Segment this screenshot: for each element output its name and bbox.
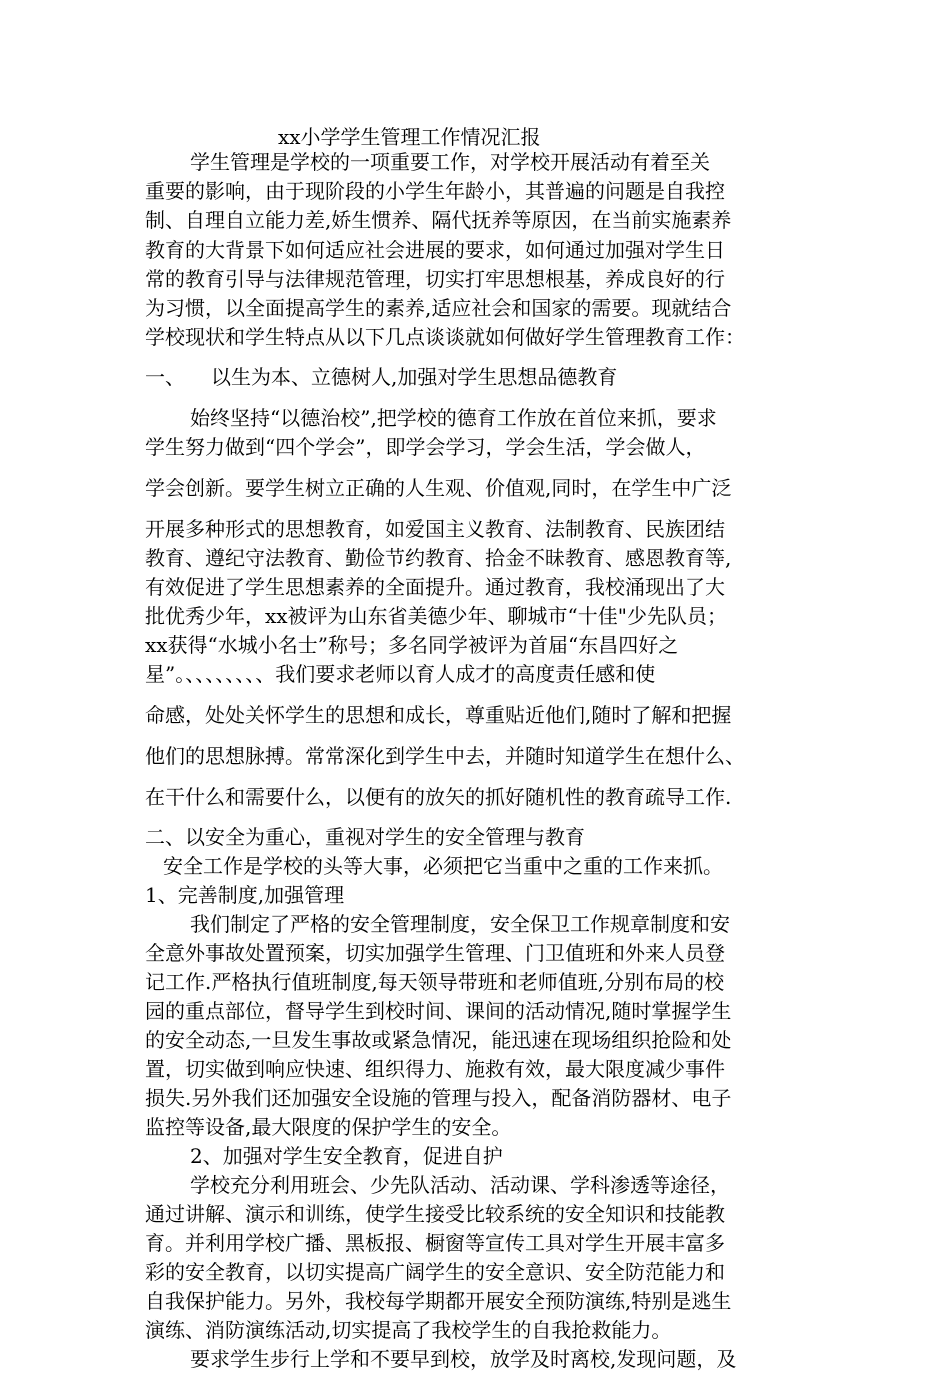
paragraph-line: 制、自理自立能力差,娇生惯养、隔代抚养等原因，在当前实施素养 [145, 208, 732, 232]
paragraph-line: 自我保护能力。另外，我校每学期都开展安全预防演练,特别是逃生 [145, 1289, 732, 1313]
subsection-heading-2: 2、加强对学生安全教育，促进自护 [190, 1144, 503, 1168]
paragraph-line: 置，切实做到响应快速、组织得力、施救有效，最大限度减少事件 [145, 1057, 725, 1081]
paragraph-line: 教育的大背景下如何适应社会进展的要求，如何通过加强对学生日 [145, 238, 725, 262]
paragraph-line: 学生管理是学校的一项重要工作，对学校开展活动有着至关 [190, 150, 710, 174]
paragraph-line: 在干什么和需要什么，以便有的放矢的抓好随机性的教育疏导工作. [145, 785, 732, 809]
paragraph-line: 教育、遵纪守法教育、勤俭节约教育、拾金不昧教育、感恩教育等, [145, 546, 732, 570]
section-heading-1 [145, 363, 617, 391]
paragraph-line: 彩的安全教育，以切实提高广阔学生的安全意识、安全防范能力和 [145, 1260, 725, 1284]
paragraph-line: 安全工作是学校的头等大事，必须把它当重中之重的工作来抓。 [163, 854, 723, 878]
section-number: 一、 [145, 365, 185, 389]
paragraph-line: 学会创新。要学生树立正确的人生观、价值观,同时，在学生中广泛 [145, 476, 732, 500]
section-heading-2: 二、以安全为重心，重视对学生的安全管理与教育 [145, 825, 585, 849]
paragraph-line: 损失.另外我们还加强安全设施的管理与投入，配备消防器材、电子 [145, 1086, 732, 1110]
paragraph-line: 要求学生步行上学和不要早到校，放学及时离校,发现问题，及 [190, 1347, 737, 1371]
paragraph-line: 记工作.严格执行值班制度,每天领导带班和老师值班,分别布局的校 [145, 970, 725, 994]
paragraph-line: 学校现状和学生特点从以下几点谈谈就如何做好学生管理教育工作： [145, 325, 745, 349]
paragraph-line: 育。并利用学校广播、黑板报、橱窗等宣传工具对学生开展丰富多 [145, 1231, 725, 1255]
paragraph-line: 他们的思想脉搏。常常深化到学生中去，并随时知道学生在想什么、 [145, 744, 745, 768]
paragraph-line: 学校充分利用班会、少先队活动、活动课、学科渗透等途径， [190, 1173, 730, 1197]
paragraph-line: 我们制定了严格的安全管理制度，安全保卫工作规章制度和安 [190, 912, 730, 936]
paragraph-line: 通过讲解、演示和训练，使学生接受比较系统的安全知识和技能教 [145, 1202, 725, 1226]
paragraph-line: 监控等设备,最大限度的保护学生的安全。 [145, 1115, 512, 1139]
paragraph-line: 常的教育引导与法律规范管理，切实打牢思想根基，养成良好的行 [145, 267, 725, 291]
subsection-heading-1: 1、完善制度,加强管理 [145, 883, 345, 907]
paragraph-line: 为习惯，以全面提高学生的素养,适应社会和国家的需要。现就结合 [145, 296, 732, 320]
document-title: xx小学学生管理工作情况汇报 [278, 125, 541, 149]
paragraph-line: 命感，处处关怀学生的思想和成长，尊重贴近他们,随时了解和把握 [145, 703, 732, 727]
paragraph-line: 演练、消防演练活动,切实提高了我校学生的自我抢救能力。 [145, 1318, 672, 1342]
section-heading-text: 以生为本、立德树人,加强对学生思想品德教育 [211, 365, 618, 389]
paragraph-line: 始终坚持“以德治校”,把学校的德育工作放在首位来抓，要求 [190, 406, 717, 430]
paragraph-line: 的安全动态,一旦发生事故或紧急情况，能迅速在现场组织抢险和处 [145, 1028, 732, 1052]
paragraph-line: 学生努力做到“四个学会”，即学会学习，学会生活，学会做人， [145, 435, 706, 459]
paragraph-line: 园的重点部位，督导学生到校时间、课间的活动情况,随时掌握学生 [145, 999, 732, 1023]
paragraph-line: 批优秀少年，xx被评为山东省美德少年、聊城市“十佳"少先队员； [145, 604, 727, 628]
paragraph-line: 星”。、、、、、、、、我们要求老师以育人成才的高度责任感和使 [145, 662, 656, 686]
paragraph-line: 全意外事故处置预案，切实加强学生管理、门卫值班和外来人员登 [145, 941, 725, 965]
paragraph-line: xx获得“水城小名士”称号；多名同学被评为首届“东昌四好之 [145, 633, 679, 657]
paragraph-line: 有效促进了学生思想素养的全面提升。通过教育，我校涌现出了大 [145, 575, 725, 599]
paragraph-line: 重要的影响，由于现阶段的小学生年龄小，其普遍的问题是自我控 [145, 179, 725, 203]
paragraph-line: 开展多种形式的思想教育，如爱国主义教育、法制教育、民族团结 [145, 517, 725, 541]
